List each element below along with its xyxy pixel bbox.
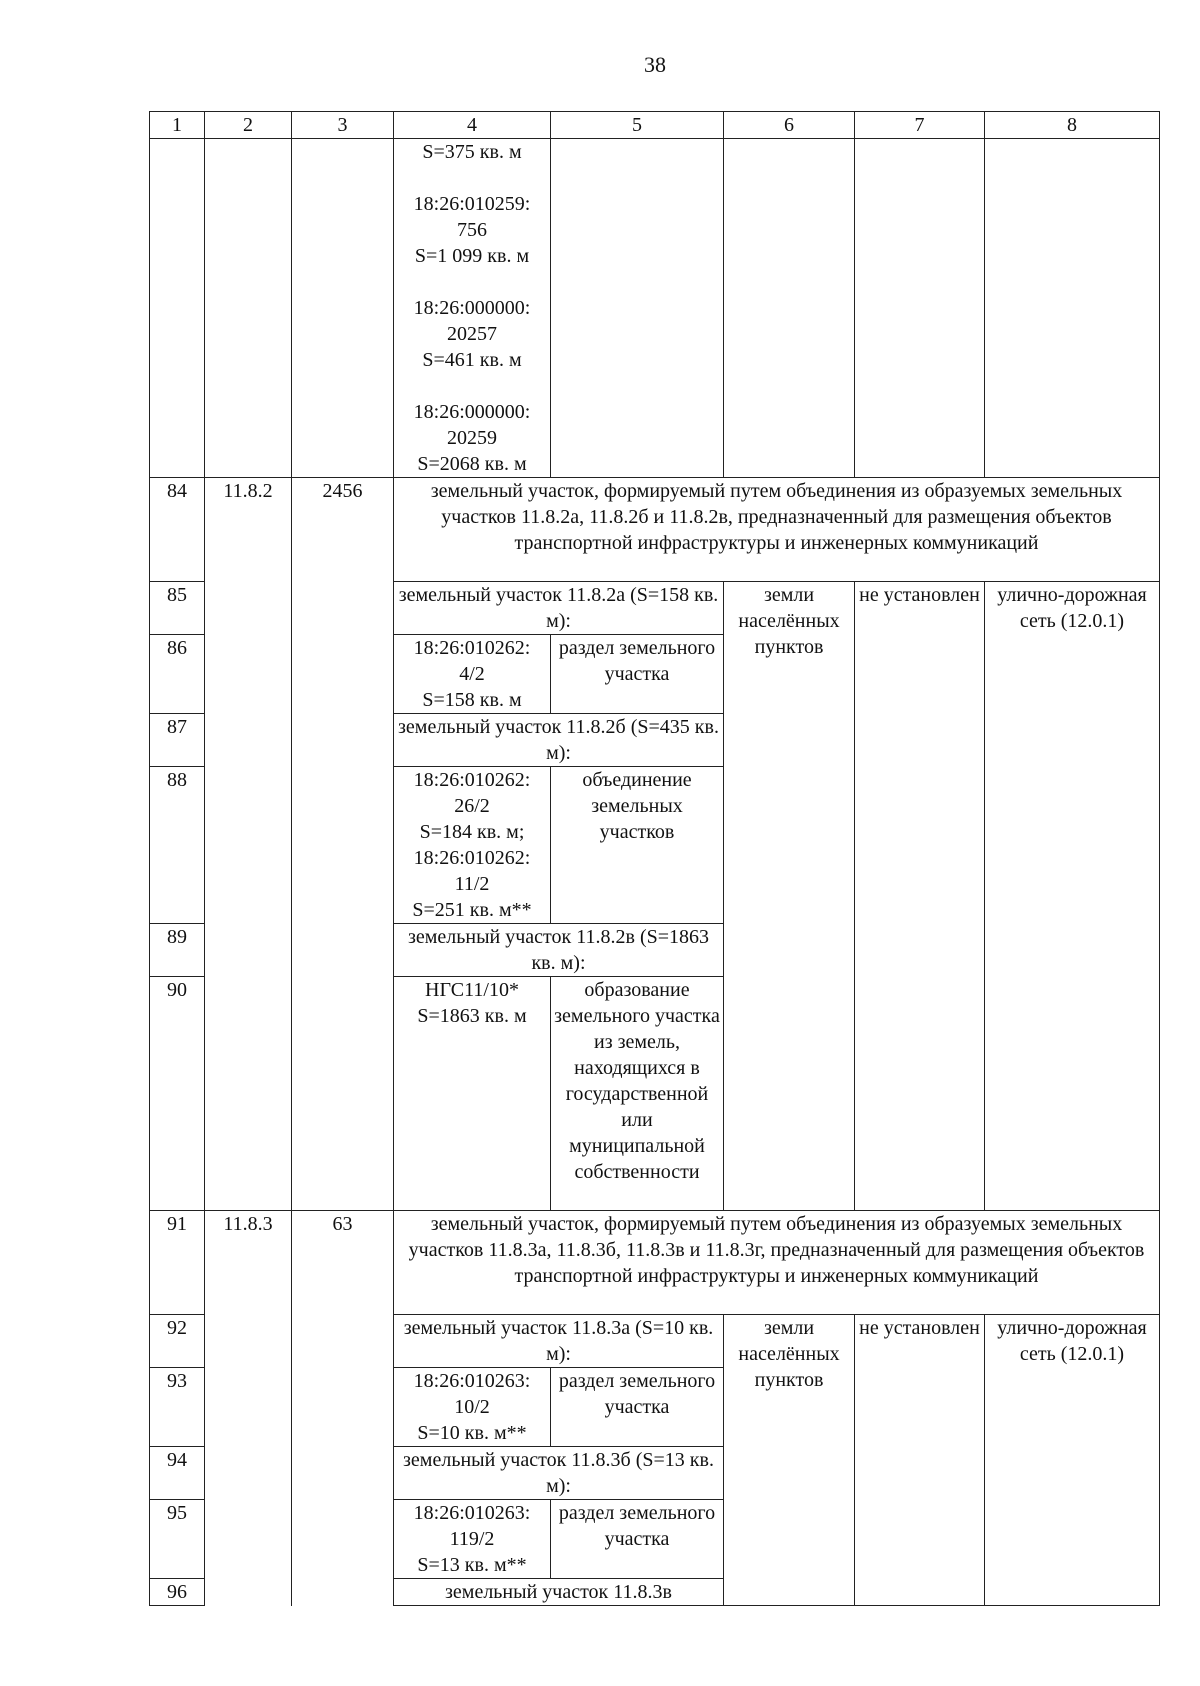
formation-method: раздел земельного участка	[551, 1500, 724, 1579]
row-number: 87	[150, 714, 205, 767]
sub-plot-title: земельный участок 11.8.3б (S=13 кв. м):	[394, 1447, 724, 1500]
header-col-1: 1	[150, 112, 205, 139]
sub-plot-title: земельный участок 11.8.2б (S=435 кв. м):	[394, 714, 724, 767]
plot-description: земельный участок, формируемый путем объединения из образуемых земельных участков 11.8.3а, 11.8.3б, 11.8.3в и 11.8.3г, предназначенный для размещения объектов транспортной инфраструктуры и инженерных коммуникаций	[394, 1211, 1160, 1315]
permitted-use: улично-дорожная сеть (12.0.1)	[985, 582, 1160, 1211]
sub-plot-title: земельный участок 11.8.2а (S=158 кв. м):	[394, 582, 724, 635]
cadastral-number: 18:26:010263: 119/2 S=13 кв. м**	[394, 1500, 551, 1579]
plot-area: 2456	[292, 478, 394, 1211]
restriction: не установлен	[855, 582, 985, 1211]
header-col-5: 5	[551, 112, 724, 139]
row-number: 92	[150, 1315, 205, 1368]
row-number: 89	[150, 924, 205, 977]
row-number: 93	[150, 1368, 205, 1447]
header-col-3: 3	[292, 112, 394, 139]
land-plots-table	[149, 111, 1160, 1606]
continued-cadastral-list: S=375 кв. м 18:26:010259: 756 S=1 099 кв. м 18:26:000000: 20257 S=461 кв. м 18:26:000000: 20259 S=2068 кв. м	[394, 139, 551, 478]
row-number: 84	[150, 478, 205, 582]
header-col-2: 2	[205, 112, 292, 139]
table-row	[150, 139, 1160, 478]
header-col-7: 7	[855, 112, 985, 139]
sub-plot-title: земельный участок 11.8.3а (S=10 кв. м):	[394, 1315, 724, 1368]
plot-code: 11.8.2	[205, 478, 292, 1211]
table-row	[150, 1211, 1160, 1315]
permitted-use: улично-дорожная сеть (12.0.1)	[985, 1315, 1160, 1606]
formation-method: раздел земельного участка	[551, 1368, 724, 1447]
cadastral-number: 18:26:010262: 4/2 S=158 кв. м	[394, 635, 551, 714]
sub-plot-title: земельный участок 11.8.2в (S=1863 кв. м):	[394, 924, 724, 977]
formation-method: раздел земельного участка	[551, 635, 724, 714]
row-number: 96	[150, 1579, 205, 1606]
cadastral-number: 18:26:010263: 10/2 S=10 кв. м**	[394, 1368, 551, 1447]
row-number: 85	[150, 582, 205, 635]
row-number: 88	[150, 767, 205, 924]
row-number: 90	[150, 977, 205, 1211]
table-row	[150, 478, 1160, 582]
restriction: не установлен	[855, 1315, 985, 1606]
header-col-8: 8	[985, 112, 1160, 139]
plot-area: 63	[292, 1211, 394, 1606]
header-col-4: 4	[394, 112, 551, 139]
header-row	[150, 112, 1160, 139]
row-number: 86	[150, 635, 205, 714]
row-number: 91	[150, 1211, 205, 1315]
formation-method: объединение земельных участков	[551, 767, 724, 924]
sub-plot-title: земельный участок 11.8.3в	[394, 1579, 724, 1606]
cadastral-number: 18:26:010262: 26/2 S=184 кв. м; 18:26:010262: 11/2 S=251 кв. м**	[394, 767, 551, 924]
plot-code: 11.8.3	[205, 1211, 292, 1606]
row-number: 94	[150, 1447, 205, 1500]
header-col-6: 6	[724, 112, 855, 139]
row-number: 95	[150, 1500, 205, 1579]
page-number: 38	[644, 52, 666, 77]
land-category: земли населённых пунктов	[724, 582, 855, 1211]
plot-description: земельный участок, формируемый путем объединения из образуемых земельных участков 11.8.2а, 11.8.2б и 11.8.2в, предназначенный для размещения объектов транспортной инфраструктуры и инженерных коммуникаций	[394, 478, 1160, 582]
cadastral-number: НГС11/10* S=1863 кв. м	[394, 977, 551, 1211]
land-category: земли населённых пунктов	[724, 1315, 855, 1606]
formation-method: образование земельного участка из земель, находящихся в государственной или муниципальной собственности	[551, 977, 724, 1211]
